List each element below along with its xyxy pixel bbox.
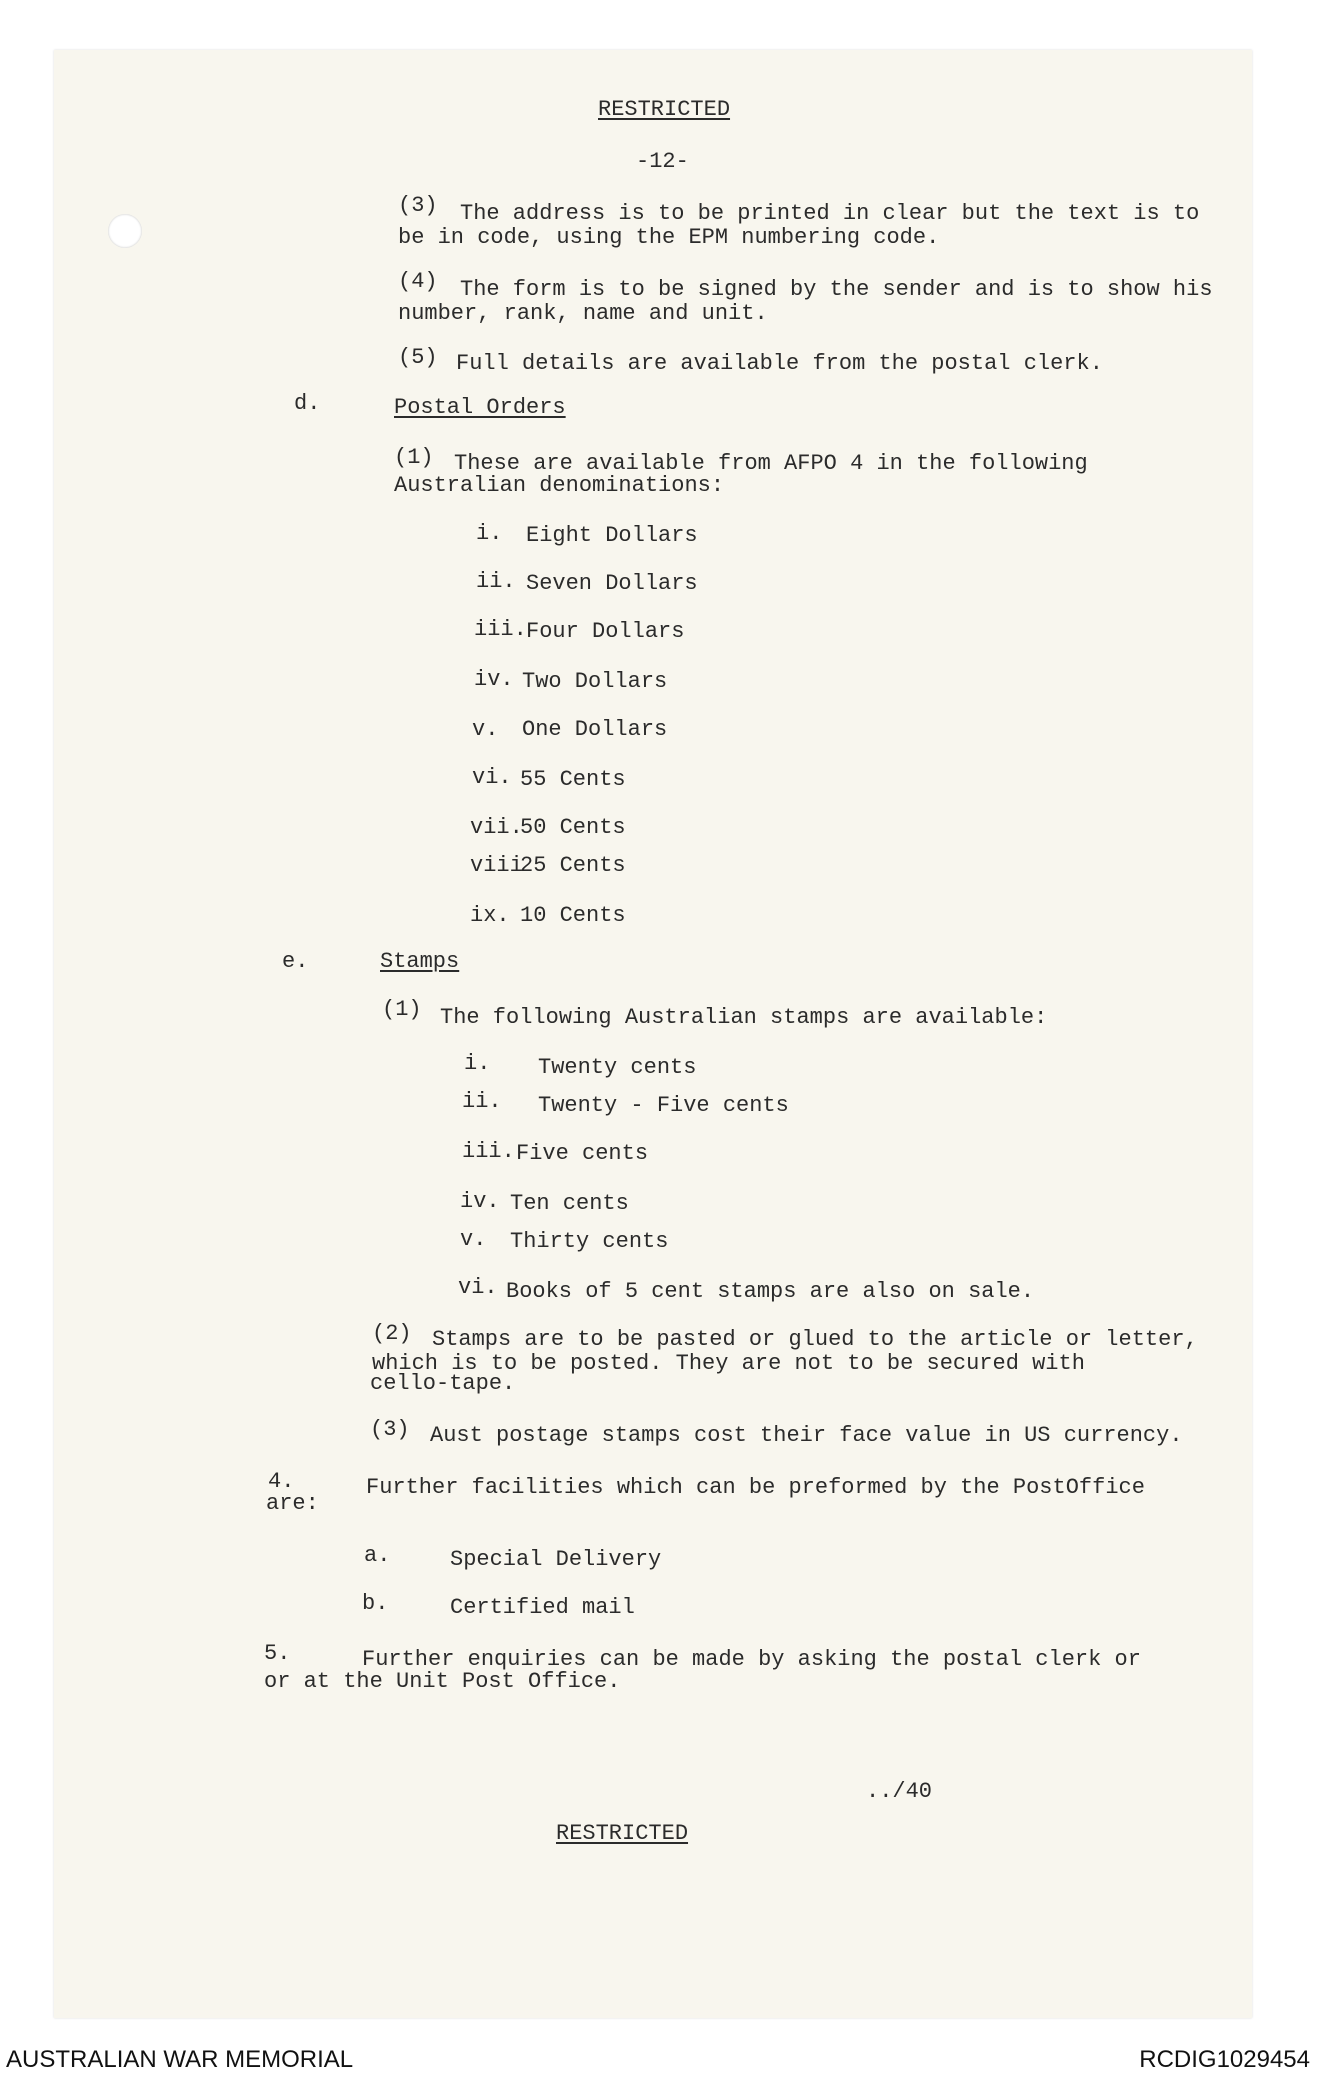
para-4-item-letter: b. — [362, 1591, 389, 1616]
stamp-number: vi. — [458, 1275, 498, 1300]
item-4-line-1: The form is to be signed by the sender and is to show his — [460, 277, 1213, 302]
stamps-item-1-number: (1) — [382, 997, 422, 1022]
para-5-line-1: Further enquiries can be made by asking the postal clerk or — [362, 1647, 1141, 1672]
classification-bottom: RESTRICTED — [556, 1821, 689, 1846]
postal-orders-line-1: These are available from AFPO 4 in the following — [454, 451, 1088, 476]
stamps-item-3-number: (3) — [370, 1417, 410, 1442]
stamp-number: i. — [464, 1051, 491, 1076]
stamps-item-2-line-1: Stamps are to be pasted or glued to the article or letter, — [432, 1327, 1198, 1352]
stamp-number: iv. — [460, 1189, 500, 1214]
stamps-item-3-text: Aust postage stamps cost their face value in US currency. — [430, 1423, 1183, 1448]
stamps-item-1-text: The following Australian stamps are available: — [440, 1005, 1048, 1030]
footer-record-id: RCDIG1029454 — [1139, 2046, 1310, 2073]
item-4-number: (4) — [398, 269, 438, 294]
item-3-number: (3) — [398, 193, 438, 218]
stamp-label: Thirty cents — [510, 1229, 669, 1254]
stamps-item-2-line-3: cello-tape. — [370, 1371, 516, 1396]
section-e-letter: e. — [282, 949, 309, 974]
denomination-number: viii — [470, 853, 523, 878]
page-number: -12- — [636, 149, 689, 174]
para-4-text: Further facilities which can be preformed by the PostOffice — [366, 1475, 1145, 1500]
stamps-item-2-number: (2) — [372, 1321, 412, 1346]
para-4-item-label: Special Delivery — [450, 1547, 662, 1572]
item-3-line-1: The address is to be printed in clear but the text is to — [460, 201, 1200, 226]
stamp-label: Books of 5 cent stamps are also on sale. — [506, 1279, 1035, 1304]
footer-archive-name: AUSTRALIAN WAR MEMORIAL — [6, 2046, 354, 2073]
denomination-number: ii. — [476, 569, 516, 594]
denomination-number: iv. — [474, 667, 514, 692]
item-5-line-1: Full details are available from the postal clerk. — [456, 351, 1103, 376]
stamp-number: iii. — [462, 1139, 515, 1164]
para-4-number: 4. — [268, 1469, 295, 1494]
para-4-item-label: Certified mail — [450, 1595, 635, 1620]
denomination-label: Two Dollars — [522, 669, 668, 694]
stamp-label: Twenty cents — [538, 1055, 697, 1080]
denomination-label: 55 Cents — [520, 767, 626, 792]
denomination-label: 25 Cents — [520, 853, 626, 878]
postal-orders-heading: Postal Orders — [394, 395, 566, 420]
denomination-number: ix. — [470, 903, 510, 928]
stamp-label: Five cents — [516, 1141, 649, 1166]
denomination-number: vii. — [470, 815, 523, 840]
para-5-line-2: or at the Unit Post Office. — [264, 1669, 621, 1694]
continuation-marker: ../40 — [866, 1779, 933, 1804]
denomination-label: 50 Cents — [520, 815, 626, 840]
item-4-line-2: number, rank, name and unit. — [398, 301, 768, 326]
stamps-item-2-line-2: which is to be posted. They are not to be secured with — [372, 1351, 1085, 1376]
denomination-label: 10 Cents — [520, 903, 626, 928]
stamp-number: v. — [460, 1227, 487, 1252]
document-page — [54, 50, 1252, 2018]
para-4-item-letter: a. — [364, 1543, 391, 1568]
denomination-number: vi. — [472, 765, 512, 790]
postal-orders-item-number: (1) — [394, 445, 434, 470]
denomination-number: iii. — [474, 617, 527, 642]
item-3-line-2: be in code, using the EPM numbering code. — [398, 225, 940, 250]
item-5-number: (5) — [398, 345, 438, 370]
punch-hole — [108, 214, 142, 248]
section-d-letter: d. — [294, 391, 321, 416]
para-5-number: 5. — [264, 1641, 291, 1666]
stamp-number: ii. — [462, 1089, 502, 1114]
para-4-number-line-2: are: — [266, 1491, 319, 1516]
denomination-label: Seven Dollars — [526, 571, 698, 596]
denomination-label: Eight Dollars — [526, 523, 698, 548]
stamp-label: Ten cents — [510, 1191, 629, 1216]
denomination-number: i. — [476, 521, 503, 546]
denomination-label: One Dollars — [522, 717, 668, 742]
denomination-number: v. — [472, 717, 499, 742]
stamps-heading: Stamps — [380, 949, 460, 974]
denomination-label: Four Dollars — [526, 619, 685, 644]
postal-orders-line-2: Australian denominations: — [394, 473, 725, 498]
classification-top: RESTRICTED — [598, 97, 731, 122]
stamp-label: Twenty - Five cents — [538, 1093, 789, 1118]
